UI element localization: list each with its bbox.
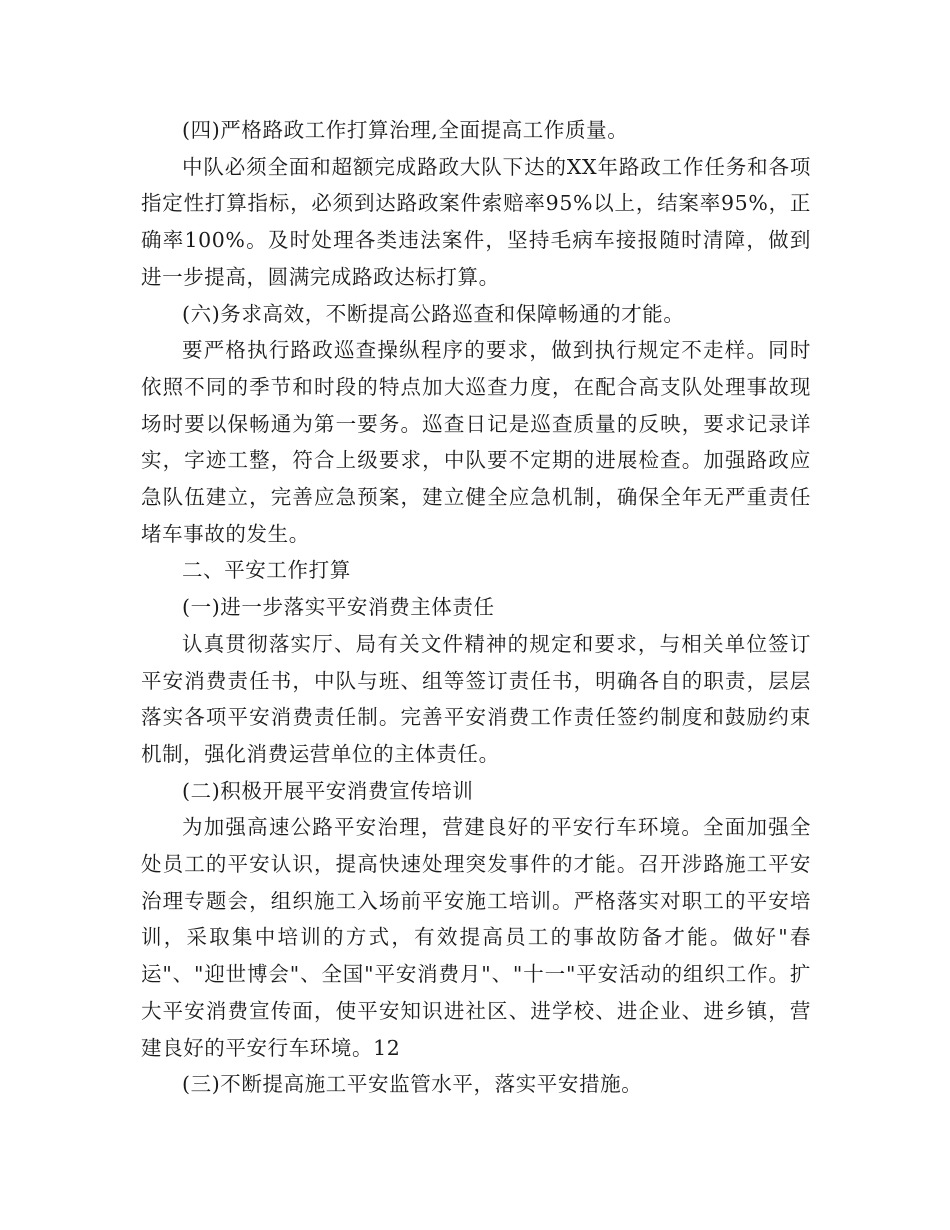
body-paragraph: 中队必须全面和超额完成路政大队下达的XX年路政工作任务和各项指定性打算指标，必须到达路政案件索赔率95%以上，结案率95%，正确率100%。及时处理各类违法案件，坚持毛病车接报随时清障，做到进一步提高，圆满完成路政达标打算。 bbox=[141, 154, 811, 289]
section-heading: (六)务求高效，不断提高公路巡查和保障畅通的才能。 bbox=[182, 301, 685, 326]
body-paragraph: 认真贯彻落实厅、局有关文件精神的规定和要求，与相关单位签订平安消费责任书，中队与班、组等签订责任书，明确各自的职责，层层落实各项平安消费责任制。完善平安消费工作责任签约制度和鼓励约束机制，强化消费运营单位的主体责任。 bbox=[141, 631, 811, 766]
document-body bbox=[141, 112, 811, 1103]
section-heading: (四)严格路政工作打算治理,全面提高工作质量。 bbox=[182, 118, 629, 142]
body-paragraph: 为加强高速公路平安治理，营建良好的平安行车环境。全面加强全处员工的平安认识，提高快速处理突发事件的才能。召开涉路施工平安治理专题会，组织施工入场前平安施工培训。严格落实对职工的平安培训，采取集中培训的方式，有效提高员工的事故防备才能。做好"春运"、"迎世博会"、全国"平安消费月"、"十一"平安活动的组织工作。扩大平安消费宣传面，使平安知识进社区、进学校、进企业、进乡镇，营建良好的平安行车环境。12 bbox=[141, 815, 811, 1060]
section-heading: (二)积极开展平安消费宣传培训 bbox=[182, 778, 474, 803]
chapter-heading: 二、平安工作打算 bbox=[182, 558, 351, 583]
body-paragraph: 要严格执行路政巡查操纵程序的要求，做到执行规定不走样。同时依照不同的季节和时段的特点加大巡查力度，在配合高支队处理事故现场时要以保畅通为第一要务。巡查日记是巡查质量的反映，要求记录详实，字迹工整，符合上级要求，中队要不定期的进展检查。加强路政应急队伍建立，完善应急预案，建立健全应急机制，确保全年无严重责任堵车事故的发生。 bbox=[141, 338, 811, 546]
section-heading: (一)进一步落实平安消费主体责任 bbox=[182, 595, 495, 620]
section-heading: (三)不断提高施工平安监管水平，落实平安措施。 bbox=[182, 1072, 643, 1097]
